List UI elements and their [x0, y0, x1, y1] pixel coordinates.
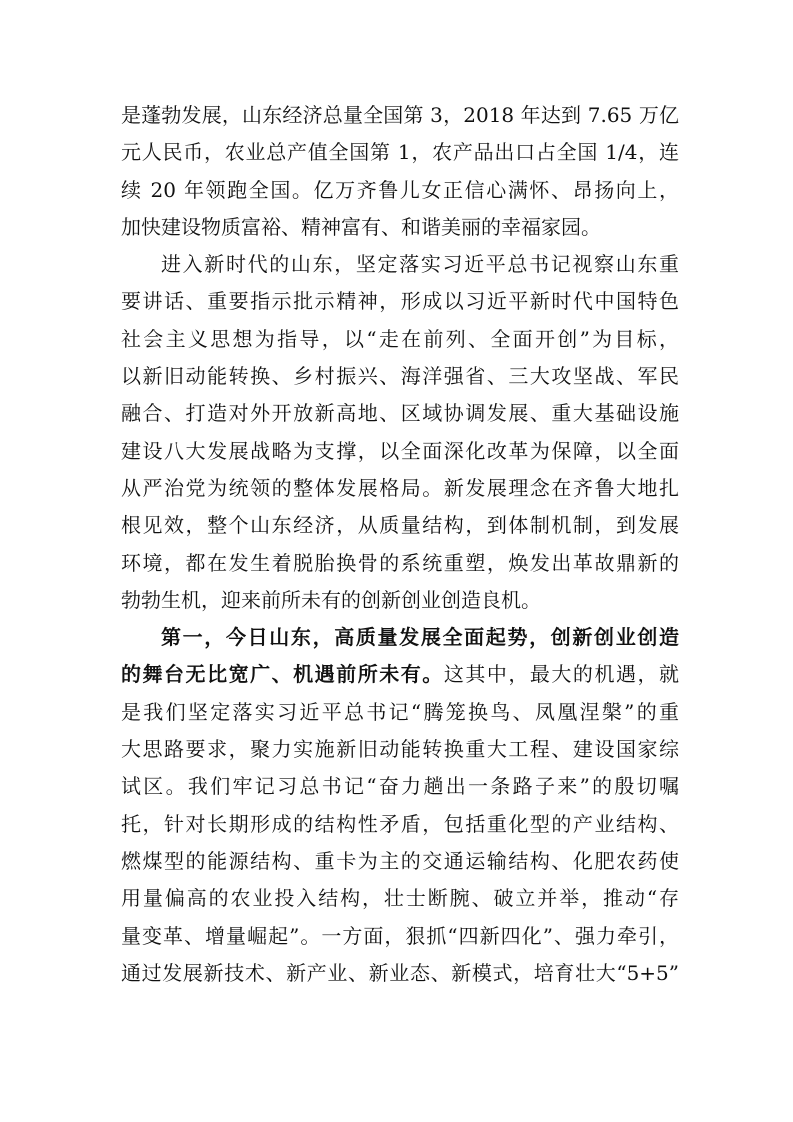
text-line: 以新旧动能转换、乡村振兴、海洋强省、三大攻坚战、军民 [121, 364, 679, 389]
paragraph-economy-overview [121, 97, 679, 246]
text-line: 勃勃生机，迎来前所未有的创新创业创造良机。 [121, 587, 541, 612]
paragraph-first-point [121, 619, 679, 992]
text-line: 大思路要求，聚力实施新旧动能转换重大工程、建设国家综 [121, 737, 679, 762]
text-line: 要讲话、重要指示批示精神，形成以习近平新时代中国特色 [121, 289, 679, 314]
text-line: 环境，都在发生着脱胎换骨的系统重塑，焕发出革故鼎新的 [121, 550, 679, 575]
text-line: 通过发展新技术、新产业、新业态、新模式，培育壮大“5+5” [121, 960, 679, 985]
paragraph-new-era [121, 246, 679, 619]
text-line: 续 20 年领跑全国。亿万齐鲁儿女正信心满怀、昂扬向上， [121, 177, 679, 202]
text-line: 进入新时代的山东，坚定落实习近平总书记视察山东重 [161, 252, 679, 277]
text-line: 根见效，整个山东经济，从质量结构，到体制机制，到发展 [121, 513, 679, 538]
text-line: 试区。我们牢记习总书记“奋力趟出一条路子来”的殷切嘱 [121, 774, 679, 799]
text-line: 融合、打造对外开放新高地、区域协调发展、重大基础设施 [121, 401, 679, 426]
section-heading: 第一，今日山东，高质量发展全面起势，创新创业创造 [161, 625, 679, 650]
text-line: 加快建设物质富裕、精神富有、和谐美丽的幸福家园。 [121, 214, 601, 239]
text-line: 是我们坚定落实习近平总书记“腾笼换鸟、凤凰涅槃”的重 [121, 699, 679, 724]
text-line: 是蓬勃发展，山东经济总量全国第 3，2018 年达到 7.65 万亿 [121, 103, 679, 127]
text-line: 社会主义思想为指导，以“走在前列、全面开创”为目标， [121, 326, 679, 351]
text-line [121, 656, 679, 693]
text-line [121, 619, 679, 656]
text-fragment: 这其中，最大的机遇，就 [443, 662, 680, 687]
section-heading-continued: 的舞台无比宽广、机遇前所未有。 [121, 662, 444, 687]
text-line: 量变革、增量崛起”。一方面，狠抓“四新四化”、强力牵引， [121, 923, 679, 948]
text-line: 用量偏高的农业投入结构，壮士断腕、破立并举，推动“存 [121, 886, 679, 911]
document-body [121, 97, 679, 992]
text-line: 建设八大发展战略为支撑，以全面深化改革为保障，以全面 [121, 438, 679, 463]
text-line: 托，针对长期形成的结构性矛盾，包括重化型的产业结构、 [121, 811, 679, 836]
text-line: 燃煤型的能源结构、重卡为主的交通运输结构、化肥农药使 [121, 848, 679, 873]
text-line: 元人民币，农业总产值全国第 1，农产品出口占全国 1/4，连 [121, 140, 679, 165]
text-line: 从严治党为统领的整体发展格局。新发展理念在齐鲁大地扎 [121, 475, 679, 500]
